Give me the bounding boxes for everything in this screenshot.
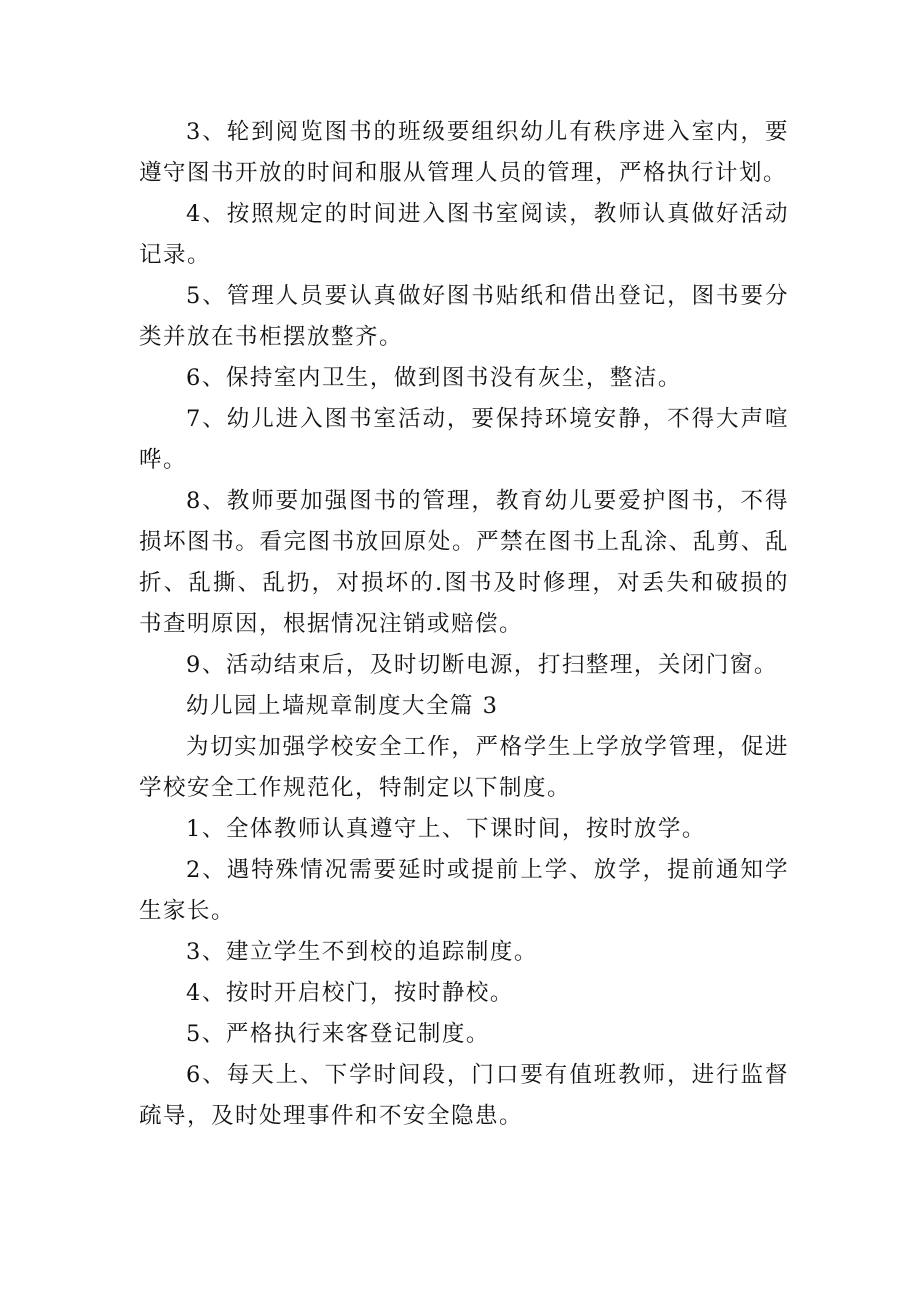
safety-rule-1: 1、全体教师认真遵守上、下课时间，按时放学。 xyxy=(186,816,706,842)
safety-rule-4: 4、按时开启校门，按时静校。 xyxy=(186,980,514,1006)
safety-rule-6: 6、每天上、下学时间段，门口要有值班教师，进行监督疏导，及时处理事件和不安全隐患。 xyxy=(139,1062,789,1129)
paragraph-rule-6: 6、保持室内卫生，做到图书没有灰尘，整洁。 xyxy=(186,365,682,391)
paragraph-rule-5: 5、管理人员要认真做好图书贴纸和借出登记，图书要分类并放在书柜摆放整齐。 xyxy=(139,283,789,350)
safety-rule-3: 3、建立学生不到校的追踪制度。 xyxy=(186,939,538,965)
paragraph-rule-9: 9、活动结束后，及时切断电源，打扫整理，关闭门窗。 xyxy=(186,652,778,678)
safety-rule-5: 5、严格执行来客登记制度。 xyxy=(186,1021,490,1047)
section-intro: 为切实加强学校安全工作，严格学生上学放学管理，促进学校安全工作规范化，特制定以下制度。 xyxy=(139,734,789,801)
document-body xyxy=(139,112,789,1137)
paragraph-rule-8: 8、教师要加强图书的管理，教育幼儿要爱护图书，不得损坏图书。看完图书放回原处。严禁在图书上乱涂、乱剪、乱折、乱撕、乱扔，对损坏的.图书及时修理，对丢失和破损的书查明原因，根据情况注销或赔偿。 xyxy=(139,488,789,637)
paragraph-rule-4: 4、按照规定的时间进入图书室阅读，教师认真做好活动记录。 xyxy=(139,201,789,268)
section-title: 幼儿园上墙规章制度大全篇 3 xyxy=(186,693,499,719)
paragraph-rule-3: 3、轮到阅览图书的班级要组织幼儿有秩序进入室内，要遵守图书开放的时间和服从管理人员的管理，严格执行计划。 xyxy=(139,119,789,186)
safety-rule-2: 2、遇特殊情况需要延时或提前上学、放学，提前通知学生家长。 xyxy=(139,857,789,924)
paragraph-rule-7: 7、幼儿进入图书室活动，要保持环境安静，不得大声喧哗。 xyxy=(139,406,789,473)
